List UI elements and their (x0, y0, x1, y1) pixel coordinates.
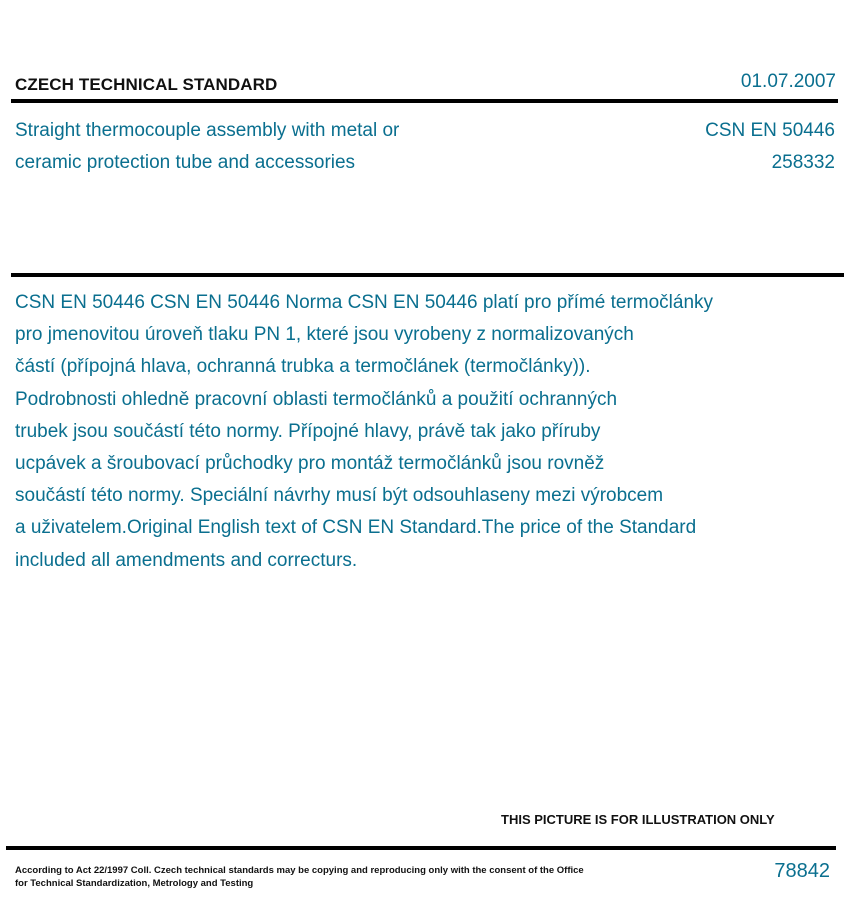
standard-code: CSN EN 50446 (705, 120, 835, 141)
description-line: a uživatelem.Original English text of CSN EN Standard.The price of the Standard (15, 517, 697, 539)
title-divider (11, 273, 844, 277)
description-line: Podrobnosti ohledně pracovní oblasti termočlánků a použití ochranných (15, 388, 618, 410)
description-line: CSN EN 50446 CSN EN 50446 Norma CSN EN 50446 platí pro přímé termočlánky (15, 292, 714, 313)
publication-date: 01.07.2007 (740, 71, 836, 92)
title-line-1: Straight thermocouple assembly with metal or (15, 120, 400, 141)
illustration-note: THIS PICTURE IS FOR ILLUSTRATION ONLY (501, 812, 775, 827)
standard-codes (705, 115, 835, 179)
legal-line-2: for Technical Standardization, Metrology and Testing (15, 878, 254, 889)
description-line: částí (přípojná hlava, ochranná trubka a termočlánek (termočlánky)). (15, 356, 591, 378)
standard-description (15, 287, 830, 577)
catalog-number: 258332 (771, 152, 835, 173)
description-line: ucpávek a šroubovací průchodky pro montáž termočlánků jsou rovněž (15, 453, 605, 475)
header-label: CZECH TECHNICAL STANDARD (15, 75, 278, 94)
header-divider (11, 99, 838, 103)
legal-notice (15, 864, 584, 890)
description-line: součástí této normy. Speciální návrhy musí být odsouhlaseny mezi výrobcem (15, 485, 664, 507)
description-line: included all amendments and correcturs. (15, 549, 358, 571)
footer-divider (6, 846, 836, 850)
description-line: trubek jsou součástí této normy. Přípojné hlavy, právě tak jako příruby (15, 420, 601, 442)
description-line: pro jmenovitou úroveň tlaku PN 1, které jsou vyrobeny z normalizovaných (15, 324, 634, 346)
legal-line-1: According to Act 22/1997 Coll. Czech technical standards may be copying and reproducing only with the consent of the Office (15, 865, 584, 876)
document-number: 78842 (774, 860, 830, 882)
standard-title (15, 115, 535, 179)
title-line-2: ceramic protection tube and accessories (15, 152, 356, 173)
